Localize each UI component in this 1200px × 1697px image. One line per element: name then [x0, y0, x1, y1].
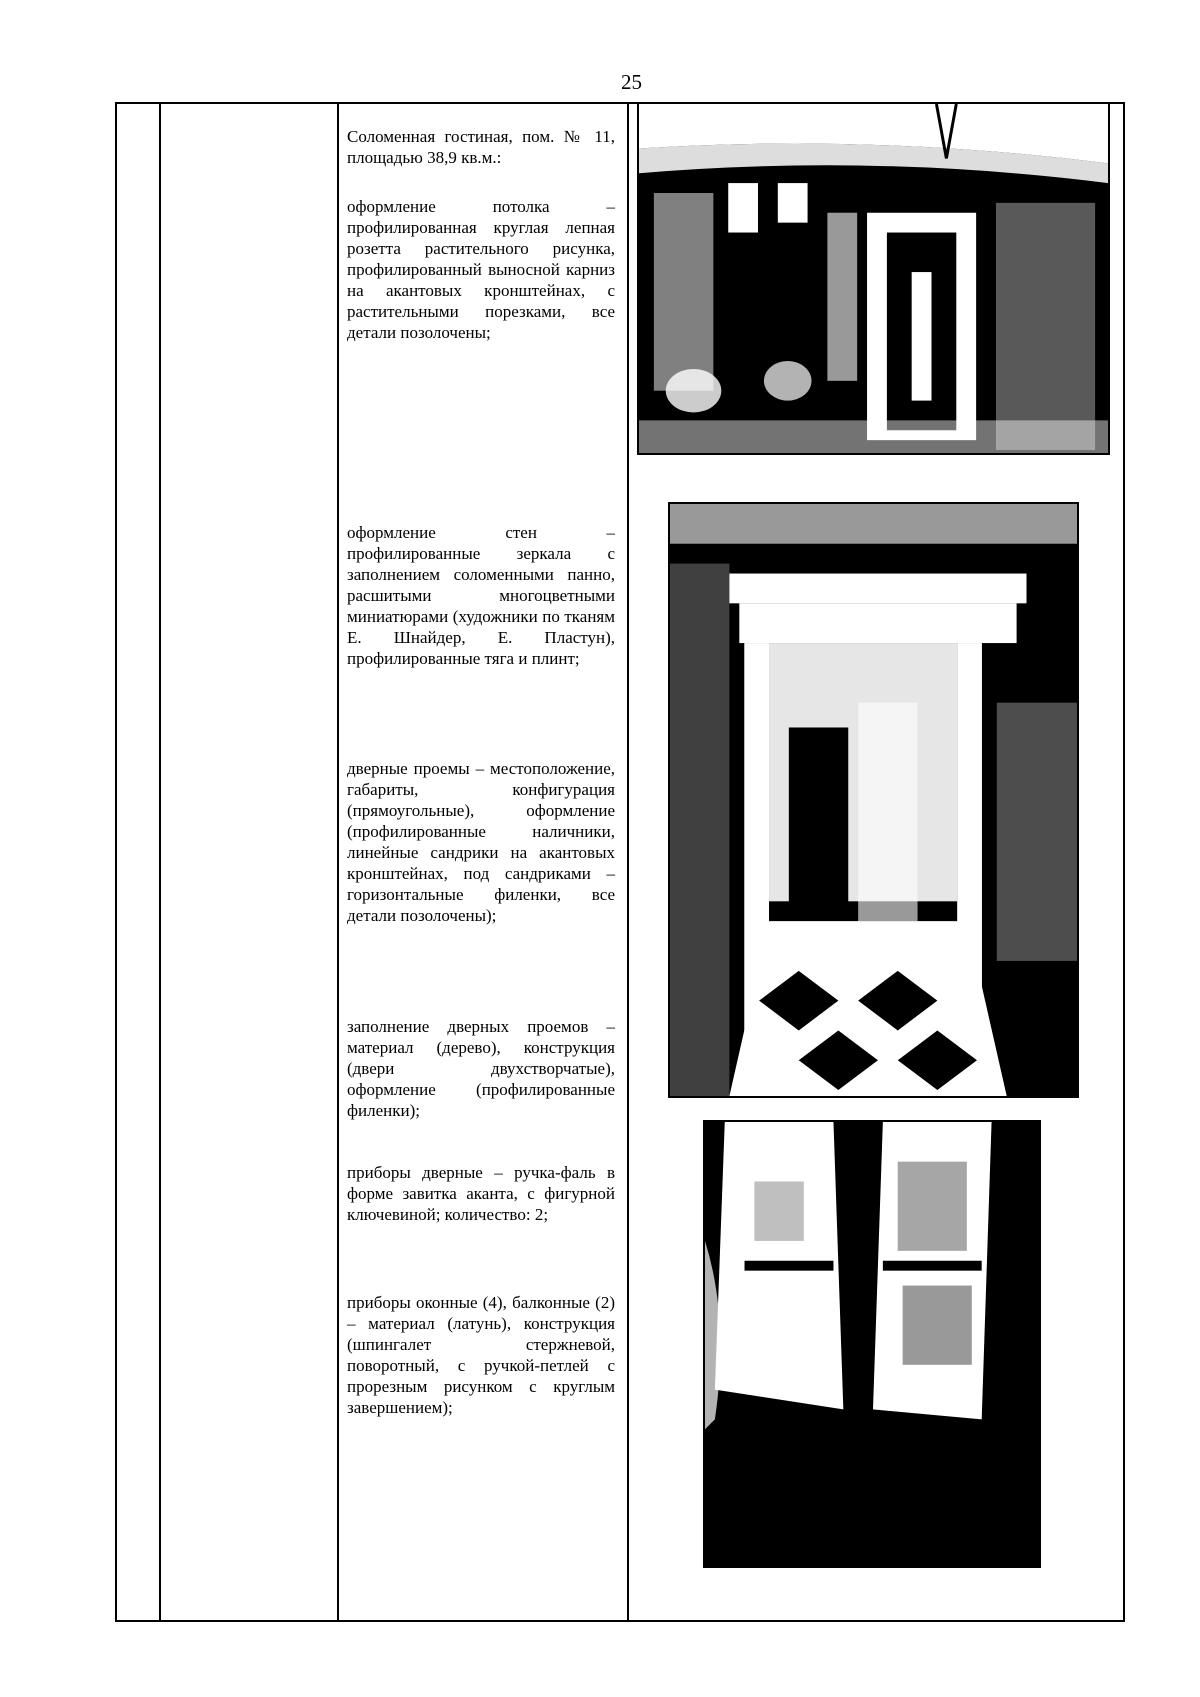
ceiling-photo [637, 102, 1110, 455]
walls-description: оформление стен – профилированные зеркала с заполнением соломенными панно, расшитыми многоцветными миниатюрами (художники по тканям Е. Шнайдер, Е. Пластун), профилированные тяга и плинт; [347, 523, 615, 668]
room-heading: Соломенная гостиная, пом. № 11, площадью 38,9 кв.м.: [347, 127, 615, 167]
door-fill-description: заполнение дверных проемов – материал (дерево), конструкция (двери двухстворчатые), оформление (профилированные филенки); [347, 1017, 615, 1120]
column-divider [627, 104, 629, 1620]
column-divider [159, 104, 161, 1620]
window-photo [703, 1120, 1041, 1568]
page-number: 25 [621, 70, 642, 94]
column-divider [337, 104, 339, 1620]
window-fittings-description: приборы оконные (4), балконные (2) – материал (латунь), конструкция (шпингалет стержневой, поворотный, с ручкой-петлей с прорезным рисунком с круглым завершением); [347, 1293, 615, 1417]
doorways-description: дверные проемы – местоположение, габариты, конфигурация (прямоугольные), оформление (профилированные наличники, линейные сандрики на акантовых кронштейнах, под сандриками – горизонтальные филенки, все детали позолочены); [347, 759, 615, 925]
doorway-photo [668, 502, 1079, 1098]
door-fittings-description: приборы дверные – ручка-фаль в форме завитка аканта, с фигурной ключевиной; количество: 2; [347, 1163, 615, 1224]
ceiling-description: оформление потолка – профилированная круглая лепная розетта растительного рисунка, профилированный выносной карниз на акантовых кронштейнах, с растительными порезками, все детали позолочены; [347, 197, 615, 342]
